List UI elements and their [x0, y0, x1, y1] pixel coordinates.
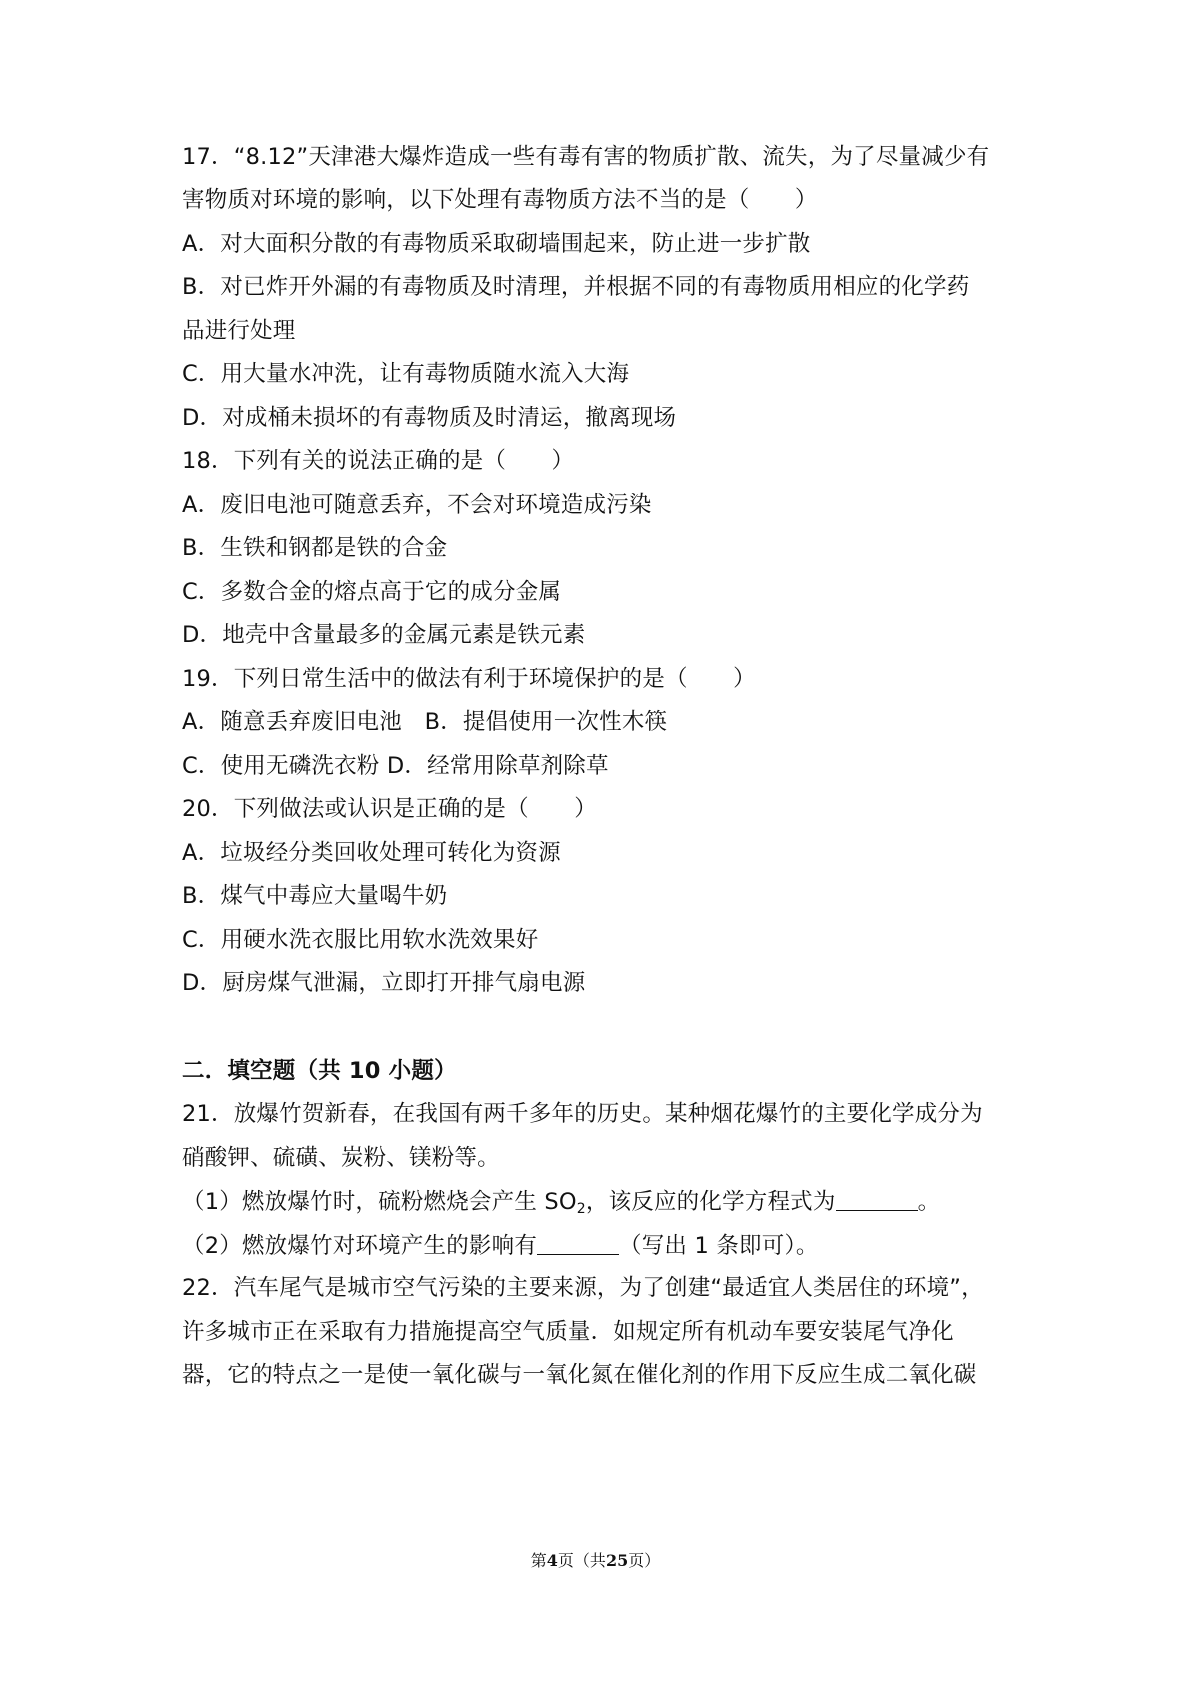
- q18-option-d: D．地壳中含量最多的金属元素是铁元素: [182, 622, 586, 648]
- q22-line1: 22．汽车尾气是城市空气污染的主要来源，为了创建“最适宜人类居住的环境”，: [182, 1275, 984, 1301]
- answer-blank-1[interactable]: [836, 1186, 918, 1211]
- q21-part2-text: （2）燃放爆竹对环境产生的影响有: [182, 1233, 538, 1259]
- q20-stem: 20．下列做法或认识是正确的是（ ）: [182, 796, 597, 822]
- footer-page-number: 4: [546, 1551, 558, 1570]
- q19-options-ab: A．随意丢弃废旧电池 B．提倡使用一次性木筷: [182, 709, 668, 735]
- footer-pre: 第: [530, 1551, 547, 1570]
- q20-option-b: B．煤气中毒应大量喝牛奶: [182, 883, 448, 909]
- q21-part1: [182, 1186, 940, 1224]
- q17-option-b-line1: B．对已炸开外漏的有毒物质及时清理，并根据不同的有毒物质用相应的化学药: [182, 274, 970, 300]
- q18-option-c: C．多数合金的熔点高于它的成分金属: [182, 579, 562, 605]
- q21-line2: 硝酸钾、硫磺、炭粉、镁粉等。: [182, 1145, 500, 1171]
- q22-line2: 许多城市正在采取有力措施提高空气质量．如规定所有机动车要安装尾气净化: [182, 1319, 954, 1345]
- answer-blank-2[interactable]: [537, 1230, 619, 1255]
- q20-option-a: A．垃圾经分类回收处理可转化为资源: [182, 840, 561, 866]
- q20-option-c: C．用硬水洗衣服比用软水洗效果好: [182, 927, 539, 953]
- q21-part1-end: 。: [917, 1189, 941, 1215]
- q17-option-c: C．用大量水冲洗，让有毒物质随水流入大海: [182, 361, 630, 387]
- footer-mid: 页（共: [557, 1551, 606, 1570]
- q21-part2: [182, 1230, 819, 1261]
- page-footer: [0, 1548, 1191, 1571]
- q21-part1-text-after: ，该反应的化学方程式为: [585, 1189, 836, 1215]
- q21-line1: 21．放爆竹贺新春，在我国有两千多年的历史。某种烟花爆竹的主要化学成分为: [182, 1101, 983, 1127]
- q17-line2: 害物质对环境的影响，以下处理有毒物质方法不当的是（ ）: [182, 187, 818, 213]
- q20-option-d: D．厨房煤气泄漏，立即打开排气扇电源: [182, 970, 586, 996]
- q22-line3: 器，它的特点之一是使一氧化碳与一氧化氮在催化剂的作用下反应生成二氧化碳: [182, 1362, 977, 1388]
- q18-option-b: B．生铁和钢都是铁的合金: [182, 535, 448, 561]
- q18-option-a: A．废旧电池可随意丢弃，不会对环境造成污染: [182, 492, 652, 518]
- q18-stem: 18．下列有关的说法正确的是（ ）: [182, 448, 575, 474]
- footer-total-pages: 25: [605, 1551, 629, 1570]
- q21-part1-text: （1）燃放爆竹时，硫粉燃烧会产生 SO: [182, 1189, 577, 1215]
- q19-options-cd: C．使用无磷洗衣粉 D．经常用除草剂除草: [182, 753, 609, 779]
- q17-line1: 17．“8.12”天津港大爆炸造成一些有毒有害的物质扩散、流失，为了尽量减少有: [182, 144, 990, 170]
- section-heading: 二．填空题（共 10 小题）: [182, 1058, 457, 1084]
- so2-subscript: 2: [576, 1201, 586, 1217]
- footer-post: 页）: [628, 1551, 661, 1570]
- q17-option-b-line2: 品进行处理: [182, 318, 296, 344]
- q17-option-d: D．对成桶未损坏的有毒物质及时清运，撤离现场: [182, 405, 677, 431]
- q21-part2-text-after: （写出 1 条即可）。: [619, 1233, 819, 1259]
- q17-option-a: A．对大面积分散的有毒物质采取砌墙围起来，防止进一步扩散: [182, 231, 811, 257]
- q19-stem: 19．下列日常生活中的做法有利于环境保护的是（ ）: [182, 666, 756, 692]
